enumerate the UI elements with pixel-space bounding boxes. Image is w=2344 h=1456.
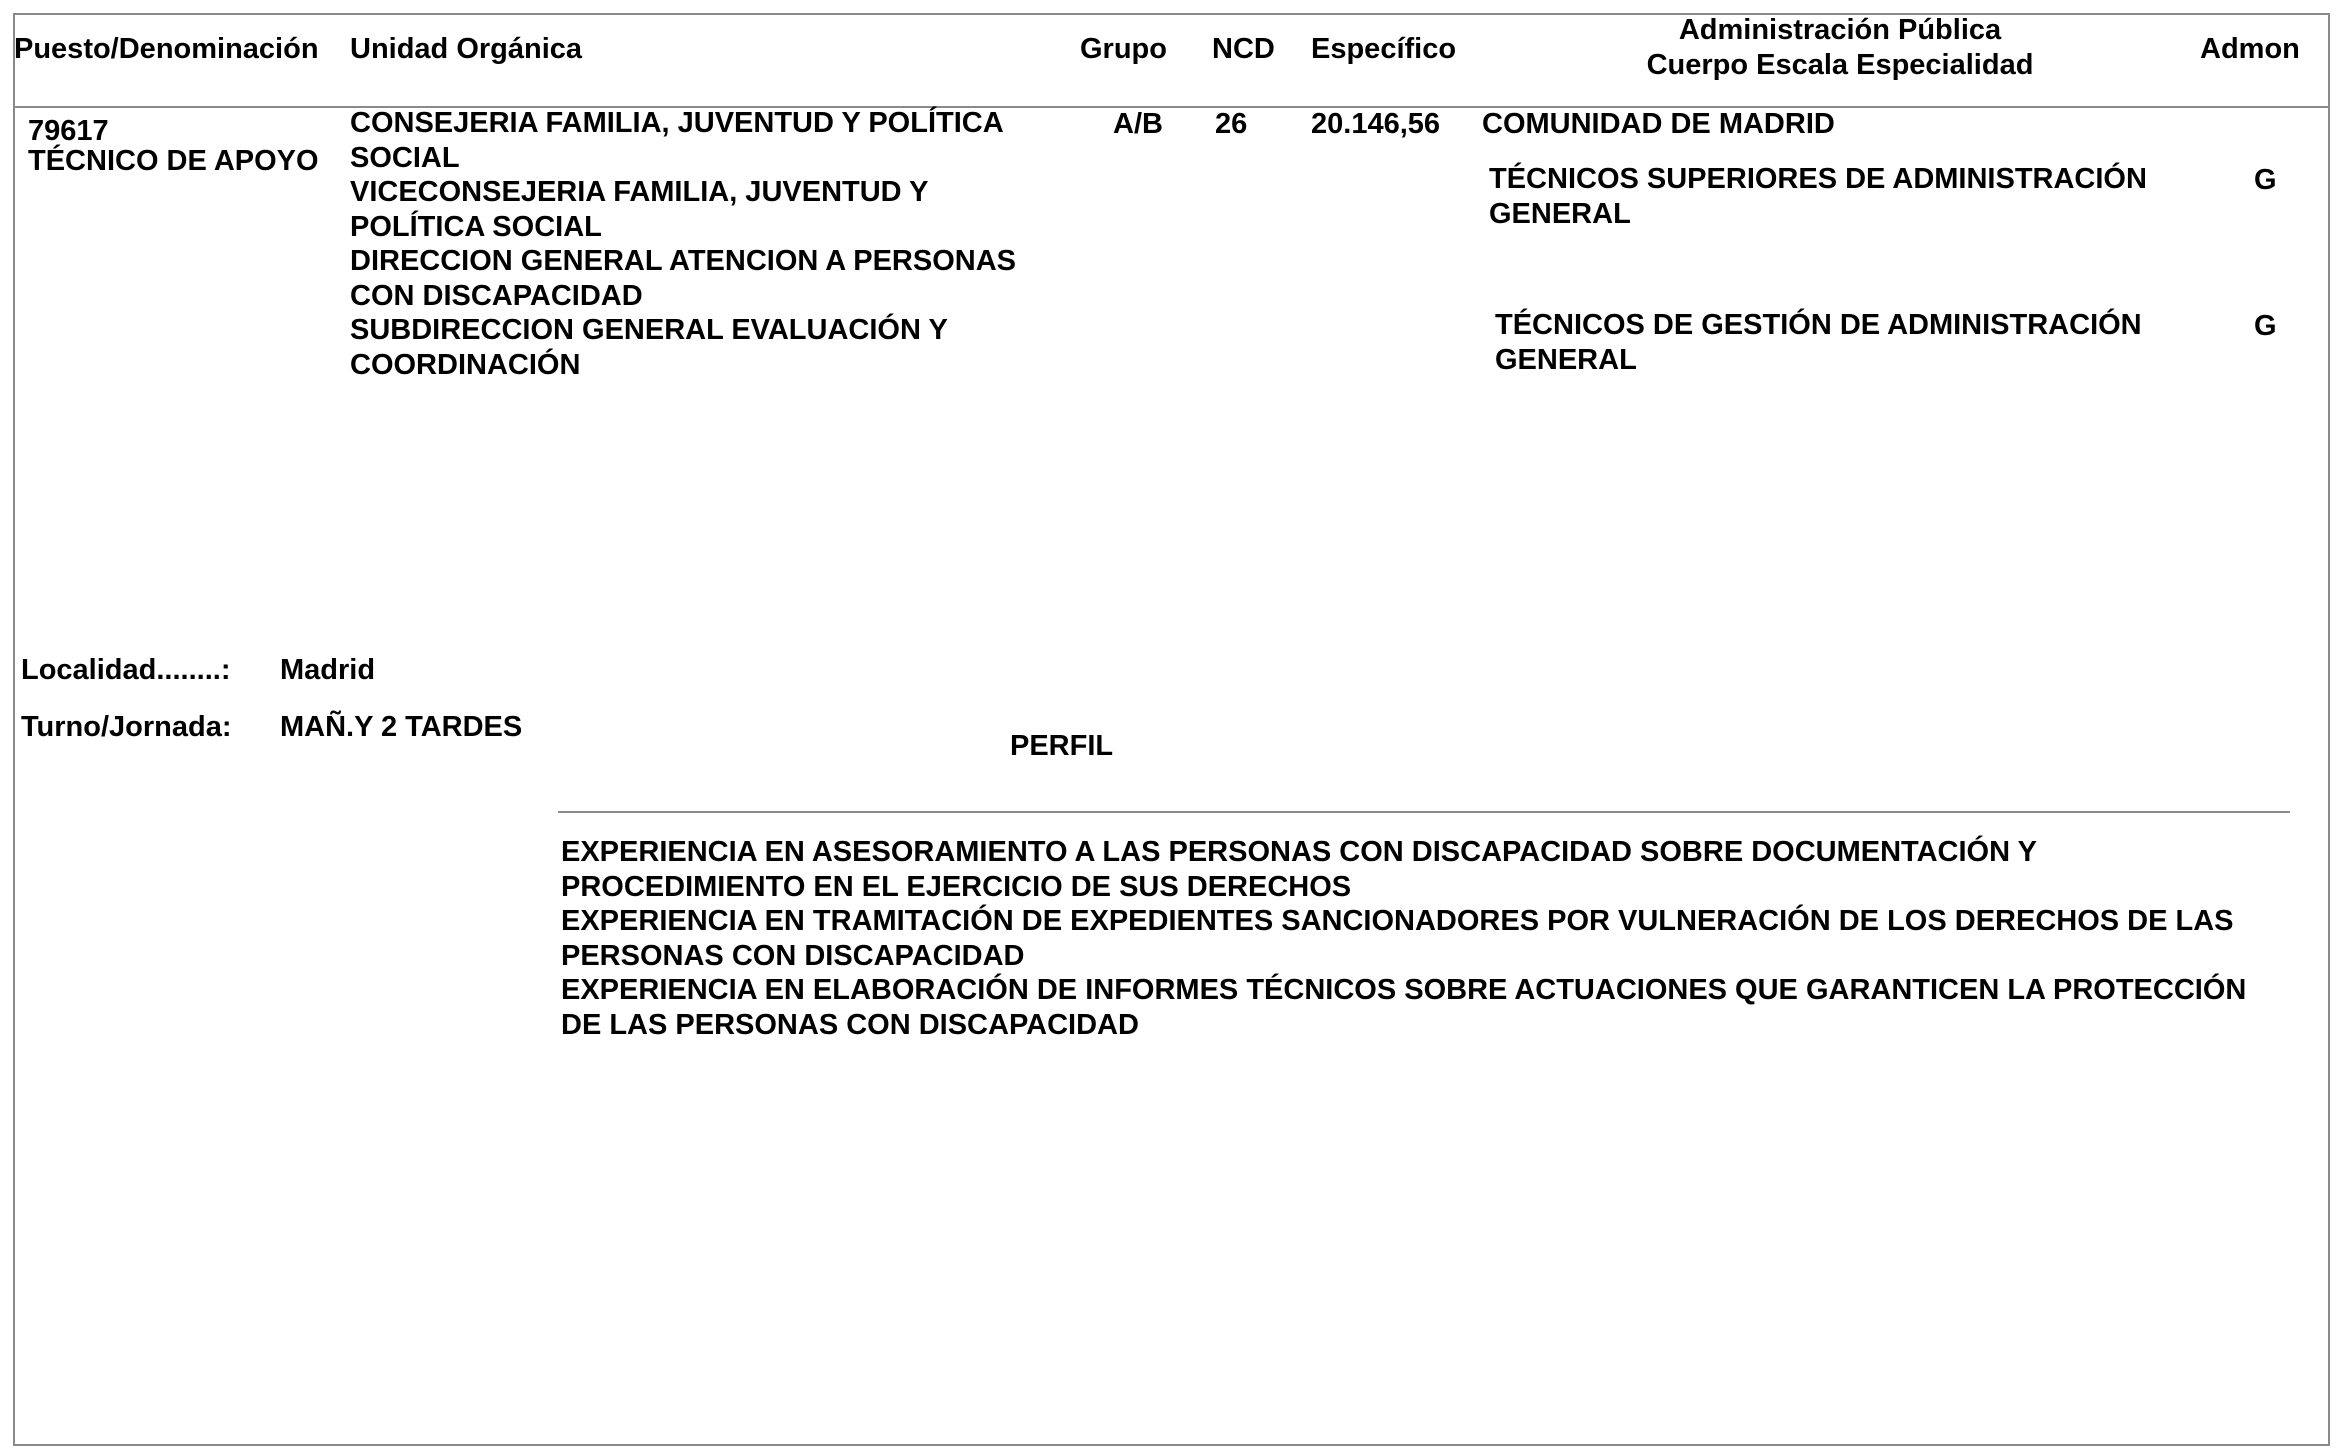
unidad-line: POLÍTICA SOCIAL bbox=[350, 210, 602, 243]
puesto-administracion: COMUNIDAD DE MADRID bbox=[1482, 108, 1835, 140]
header-grupo: Grupo bbox=[1080, 33, 1167, 65]
unidad-line: COORDINACIÓN bbox=[350, 348, 581, 381]
header-especifico: Específico bbox=[1311, 33, 1457, 65]
perfil-title: PERFIL bbox=[1010, 730, 1114, 762]
header-unidad: Unidad Orgánica bbox=[350, 33, 583, 65]
cuerpo-line: TÉCNICOS SUPERIORES DE ADMINISTRACIÓN bbox=[1489, 163, 2147, 195]
localidad-label: Localidad........: bbox=[21, 654, 231, 686]
cuerpo-2-admon: G bbox=[2254, 310, 2277, 342]
puesto-grupo: A/B bbox=[1113, 108, 1163, 140]
cuerpo-1-admon: G bbox=[2254, 164, 2277, 196]
unidad-line: SUBDIRECCION GENERAL EVALUACIÓN Y bbox=[350, 314, 948, 346]
perfil-line: EXPERIENCIA EN TRAMITACIÓN DE EXPEDIENTES SANCIONADORES POR VULNERACIÓN DE LOS DERECHOS DE LAS bbox=[561, 905, 2234, 937]
unidad-organica bbox=[350, 106, 1016, 382]
cuerpo-1 bbox=[1489, 162, 2147, 231]
header-puesto: Puesto/Denominación bbox=[14, 33, 319, 65]
puesto-denominacion: TÉCNICO DE APOYO bbox=[28, 145, 319, 177]
perfil-divider bbox=[558, 811, 2290, 813]
cuerpo-line: GENERAL bbox=[1495, 343, 1637, 376]
puesto-code: 79617 bbox=[28, 115, 109, 147]
perfil-text bbox=[561, 835, 2246, 1042]
header-administracion-line1: Administración Pública bbox=[1678, 14, 2002, 46]
header-administracion-line2: Cuerpo Escala Especialidad bbox=[1646, 49, 2034, 81]
turno-label: Turno/Jornada: bbox=[21, 711, 232, 743]
header-admon: Admon bbox=[2200, 33, 2300, 65]
cuerpo-2 bbox=[1495, 308, 2142, 377]
perfil-line: PERSONAS CON DISCAPACIDAD bbox=[561, 939, 1025, 972]
unidad-line: VICECONSEJERIA FAMILIA, JUVENTUD Y bbox=[350, 176, 929, 208]
localidad-value: Madrid bbox=[280, 654, 376, 686]
perfil-line: EXPERIENCIA EN ELABORACIÓN DE INFORMES TÉCNICOS SOBRE ACTUACIONES QUE GARANTICEN LA PROTECCIÓN bbox=[561, 974, 2247, 1006]
unidad-line: DIRECCION GENERAL ATENCION A PERSONAS bbox=[350, 245, 1016, 277]
puesto-especifico: 20.146,56 bbox=[1311, 108, 1441, 140]
header-ncd: NCD bbox=[1212, 33, 1275, 65]
cuerpo-line: GENERAL bbox=[1489, 197, 1631, 230]
perfil-line: DE LAS PERSONAS CON DISCAPACIDAD bbox=[561, 1008, 1139, 1041]
unidad-line: SOCIAL bbox=[350, 141, 460, 174]
puesto-ncd: 26 bbox=[1215, 108, 1248, 140]
unidad-line: CONSEJERIA FAMILIA, JUVENTUD Y POLÍTICA bbox=[350, 107, 1004, 139]
unidad-line: CON DISCAPACIDAD bbox=[350, 279, 643, 312]
turno-value: MAÑ.Y 2 TARDES bbox=[280, 711, 523, 743]
perfil-line: EXPERIENCIA EN ASESORAMIENTO A LAS PERSONAS CON DISCAPACIDAD SOBRE DOCUMENTACIÓN Y bbox=[561, 836, 2037, 868]
cuerpo-line: TÉCNICOS DE GESTIÓN DE ADMINISTRACIÓN bbox=[1495, 309, 2142, 341]
perfil-line: PROCEDIMIENTO EN EL EJERCICIO DE SUS DERECHOS bbox=[561, 870, 1352, 903]
